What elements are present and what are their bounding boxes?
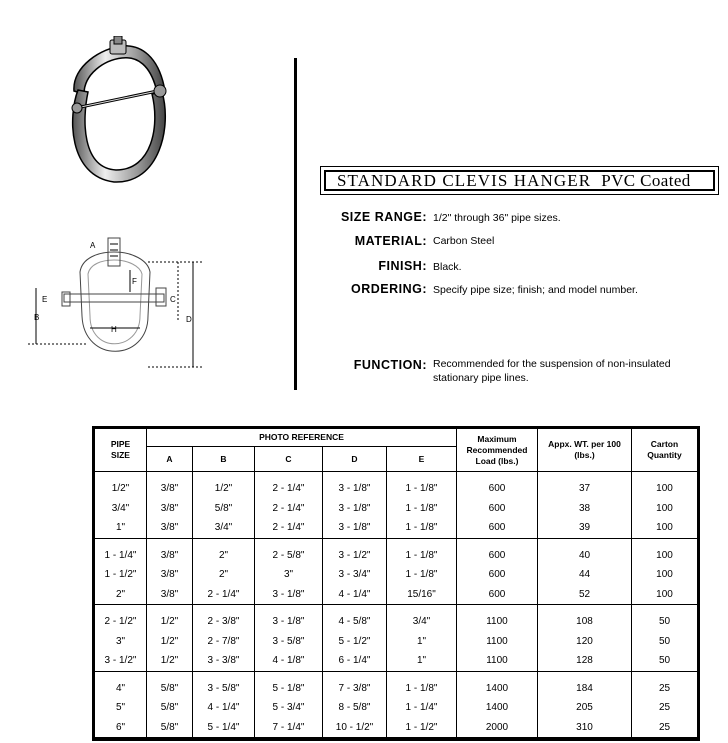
- cell-dim-b: 4 - 1/4": [193, 698, 255, 718]
- label-e: E: [42, 295, 48, 304]
- cell-max-load: 1400: [457, 698, 538, 718]
- cell-carton-qty: 50: [632, 651, 698, 671]
- header-d: D: [323, 447, 387, 472]
- cell-pipe-size: 1 - 1/2": [95, 565, 147, 585]
- cell-dim-e: 1 - 1/8": [387, 538, 457, 565]
- cell-dim-e: 1 - 1/8": [387, 499, 457, 519]
- cell-dim-e: 15/16": [387, 585, 457, 605]
- cell-dim-d: 3 - 1/8": [323, 472, 387, 499]
- cell-dim-a: 1/2": [147, 632, 193, 652]
- cell-weight: 37: [538, 472, 632, 499]
- cell-dim-d: 5 - 1/2": [323, 632, 387, 652]
- cell-pipe-size: 2": [95, 585, 147, 605]
- cell-dim-b: 3/4": [193, 518, 255, 538]
- header-a: A: [147, 447, 193, 472]
- header-c: C: [255, 447, 323, 472]
- cell-pipe-size: 1/2": [95, 472, 147, 499]
- material-value: Carbon Steel: [433, 235, 495, 247]
- table-row: [95, 671, 698, 698]
- cell-dim-a: 1/2": [147, 651, 193, 671]
- cell-dim-a: 5/8": [147, 698, 193, 718]
- cell-weight: 108: [538, 605, 632, 632]
- header-e: E: [387, 447, 457, 472]
- table-row: [95, 538, 698, 565]
- cell-dim-d: 6 - 1/4": [323, 651, 387, 671]
- cell-dim-a: 3/8": [147, 472, 193, 499]
- header-carton: Carton Quantity: [632, 429, 698, 472]
- cell-dim-e: 1": [387, 651, 457, 671]
- cell-dim-e: 1": [387, 632, 457, 652]
- cell-carton-qty: 100: [632, 538, 698, 565]
- cell-dim-e: 1 - 1/8": [387, 671, 457, 698]
- cell-carton-qty: 100: [632, 565, 698, 585]
- header-photo-reference: PHOTO REFERENCE: [147, 429, 457, 447]
- cell-weight: 52: [538, 585, 632, 605]
- table-row: [95, 518, 698, 538]
- clevis-hanger-photo: [62, 36, 182, 186]
- ordering-value: Specify pipe size; finish; and model number.: [433, 284, 638, 296]
- cell-carton-qty: 50: [632, 605, 698, 632]
- cell-carton-qty: 50: [632, 632, 698, 652]
- label-h: H: [111, 325, 117, 334]
- dimension-table: [94, 428, 698, 739]
- cell-weight: 205: [538, 698, 632, 718]
- function-label: FUNCTION:: [353, 358, 427, 372]
- cell-dim-c: 5 - 3/4": [255, 698, 323, 718]
- cell-carton-qty: 100: [632, 499, 698, 519]
- vertical-divider: [294, 58, 297, 390]
- cell-max-load: 600: [457, 499, 538, 519]
- cell-max-load: 600: [457, 472, 538, 499]
- cell-weight: 44: [538, 565, 632, 585]
- cell-dim-e: 1 - 1/8": [387, 472, 457, 499]
- table-row: [95, 605, 698, 632]
- table-row: [95, 499, 698, 519]
- cell-dim-c: 3 - 1/8": [255, 585, 323, 605]
- table-row: [95, 698, 698, 718]
- cell-dim-e: 1 - 1/4": [387, 698, 457, 718]
- cell-dim-e: 1 - 1/2": [387, 718, 457, 739]
- cell-dim-c: 2 - 5/8": [255, 538, 323, 565]
- cell-dim-c: 2 - 1/4": [255, 472, 323, 499]
- product-title: [337, 171, 691, 191]
- material-label: MATERIAL:: [354, 234, 427, 248]
- cell-dim-c: 5 - 1/8": [255, 671, 323, 698]
- cell-max-load: 600: [457, 518, 538, 538]
- cell-pipe-size: 6": [95, 718, 147, 739]
- cell-pipe-size: 3 - 1/2": [95, 651, 147, 671]
- cell-carton-qty: 100: [632, 585, 698, 605]
- ordering-label: ORDERING:: [350, 282, 427, 296]
- label-f: F: [132, 277, 137, 286]
- label-a: A: [90, 241, 96, 250]
- size-range-label: SIZE RANGE:: [340, 210, 427, 224]
- cell-carton-qty: 100: [632, 518, 698, 538]
- dimension-drawing: [28, 232, 218, 380]
- cell-dim-b: 5 - 1/4": [193, 718, 255, 739]
- cell-dim-e: 3/4": [387, 605, 457, 632]
- cell-dim-b: 3 - 3/8": [193, 651, 255, 671]
- cell-weight: 184: [538, 671, 632, 698]
- table-row: [95, 632, 698, 652]
- cell-weight: 120: [538, 632, 632, 652]
- cell-dim-c: 3 - 1/8": [255, 605, 323, 632]
- cell-dim-b: 2": [193, 565, 255, 585]
- cell-carton-qty: 25: [632, 698, 698, 718]
- header-weight: Appx. WT. per 100 (lbs.): [538, 429, 632, 472]
- label-d: D: [186, 315, 192, 324]
- cell-dim-a: 3/8": [147, 518, 193, 538]
- cell-max-load: 2000: [457, 718, 538, 739]
- table-row: [95, 585, 698, 605]
- cell-dim-a: 3/8": [147, 538, 193, 565]
- cell-weight: 39: [538, 518, 632, 538]
- cell-pipe-size: 4": [95, 671, 147, 698]
- cell-pipe-size: 1": [95, 518, 147, 538]
- table-row: [95, 472, 698, 499]
- function-line-2: stationary pipe lines.: [433, 372, 529, 384]
- cell-dim-a: 1/2": [147, 605, 193, 632]
- cell-dim-d: 4 - 1/4": [323, 585, 387, 605]
- cell-dim-d: 7 - 3/8": [323, 671, 387, 698]
- header-pipe-size: PIPE SIZE: [95, 429, 147, 472]
- table-row: [95, 718, 698, 739]
- cell-dim-d: 8 - 5/8": [323, 698, 387, 718]
- cell-pipe-size: 5": [95, 698, 147, 718]
- table-row: [95, 565, 698, 585]
- cell-dim-b: 2 - 3/8": [193, 605, 255, 632]
- cell-dim-b: 2 - 7/8": [193, 632, 255, 652]
- label-c: C: [170, 295, 176, 304]
- label-b: B: [34, 313, 40, 322]
- finish-value: Black.: [433, 261, 462, 273]
- cell-dim-b: 1/2": [193, 472, 255, 499]
- cell-max-load: 1100: [457, 632, 538, 652]
- cell-max-load: 1100: [457, 651, 538, 671]
- cell-max-load: 1100: [457, 605, 538, 632]
- cell-dim-c: 3 - 5/8": [255, 632, 323, 652]
- cell-dim-d: 3 - 1/8": [323, 499, 387, 519]
- cell-dim-a: 3/8": [147, 585, 193, 605]
- cell-dim-d: 3 - 1/8": [323, 518, 387, 538]
- cell-dim-d: 10 - 1/2": [323, 718, 387, 739]
- cell-weight: 128: [538, 651, 632, 671]
- cell-weight: 310: [538, 718, 632, 739]
- cell-max-load: 600: [457, 565, 538, 585]
- cell-pipe-size: 2 - 1/2": [95, 605, 147, 632]
- cell-dim-a: 3/8": [147, 565, 193, 585]
- cell-weight: 38: [538, 499, 632, 519]
- cell-dim-b: 3 - 5/8": [193, 671, 255, 698]
- cell-dim-c: 7 - 1/4": [255, 718, 323, 739]
- cell-dim-d: 3 - 3/4": [323, 565, 387, 585]
- title-box: [320, 166, 719, 195]
- cell-dim-c: 4 - 1/8": [255, 651, 323, 671]
- cell-pipe-size: 3/4": [95, 499, 147, 519]
- cell-dim-d: 3 - 1/2": [323, 538, 387, 565]
- cell-dim-b: 2": [193, 538, 255, 565]
- cell-carton-qty: 25: [632, 671, 698, 698]
- cell-dim-e: 1 - 1/8": [387, 518, 457, 538]
- product-title-variant: PVC Coated: [601, 171, 691, 190]
- header-max-load: Maximum Recommended Load (lbs.): [457, 429, 538, 472]
- cell-dim-a: 3/8": [147, 499, 193, 519]
- cell-dim-a: 5/8": [147, 671, 193, 698]
- cell-dim-b: 2 - 1/4": [193, 585, 255, 605]
- cell-dim-d: 4 - 5/8": [323, 605, 387, 632]
- cell-dim-e: 1 - 1/8": [387, 565, 457, 585]
- cell-dim-b: 5/8": [193, 499, 255, 519]
- function-line-1: Recommended for the suspension of non-insulated: [433, 358, 671, 370]
- header-b: B: [193, 447, 255, 472]
- cell-carton-qty: 100: [632, 472, 698, 499]
- cell-weight: 40: [538, 538, 632, 565]
- cell-max-load: 600: [457, 538, 538, 565]
- cell-max-load: 600: [457, 585, 538, 605]
- cell-dim-c: 3": [255, 565, 323, 585]
- cell-carton-qty: 25: [632, 718, 698, 739]
- cell-dim-a: 5/8": [147, 718, 193, 739]
- cell-pipe-size: 3": [95, 632, 147, 652]
- cell-max-load: 1400: [457, 671, 538, 698]
- cell-dim-c: 2 - 1/4": [255, 518, 323, 538]
- table-row: [95, 651, 698, 671]
- size-range-value: 1/2" through 36" pipe sizes.: [433, 212, 561, 224]
- cell-pipe-size: 1 - 1/4": [95, 538, 147, 565]
- finish-label: FINISH:: [378, 259, 427, 273]
- product-title-main: STANDARD CLEVIS HANGER: [337, 171, 592, 190]
- cell-dim-c: 2 - 1/4": [255, 499, 323, 519]
